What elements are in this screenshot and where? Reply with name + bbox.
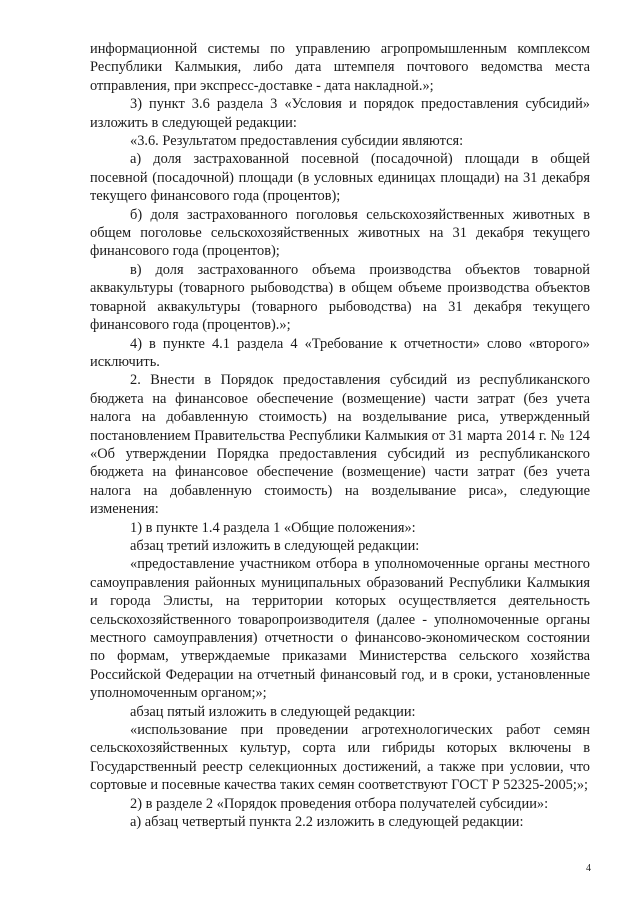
paragraph: абзац третий изложить в следующей редакции: bbox=[130, 537, 420, 554]
paragraph: «3.6. Результатом предоставления субсидии являются: bbox=[130, 133, 464, 150]
paragraph: 4) в пункте 4.1 раздела 4 «Требование к отчетности» слово «второго» исключить. bbox=[90, 335, 590, 370]
paragraph: 3) пункт 3.6 раздела 3 «Условия и порядок предоставления субсидий» изложить в следующей редакции: bbox=[90, 96, 590, 131]
paragraph: «предоставление участником отбора в уполномоченные органы местного самоуправления районных муниципальных образований Республики Калмыкия и города Элисты, на территории которых осуществляется деятельность сельскохозяйственного товаропроизводителя (далее - уполномоченные органы местного самоуправления) отчетности о финансово-экономическом состоянии по формам, утверждаемые приказами Министерства сельского хозяйства Российской Федерации на отчетный финансовый год, и в сроки, установленные уполномоченным органом;»; bbox=[90, 556, 590, 702]
paragraph: а) доля застрахованной посевной (посадочной) площади в общей посевной (посадочной) площади (в условных единицах площади) на 31 декабря текущего финансового года (процентов); bbox=[90, 151, 590, 205]
paragraph: 1) в пункте 1.4 раздела 1 «Общие положения»: bbox=[130, 519, 416, 536]
paragraph: 2. Внести в Порядок предоставления субсидий из республиканского бюджета на финансовое обеспечение (возмещение) части затрат (без учета налога на добавленную стоимость) на возделывание риса, утвержденный постановлением Правительства Республики Калмыкия от 31 марта 2014 г. № 124 «Об утверждении Порядка предоставления субсидий из республиканского бюджета на финансовое обеспечение (возмещение) части затрат (без учета налога на добавленную стоимость) на возделывание риса», следующие изменения: bbox=[90, 372, 590, 518]
document-body bbox=[90, 40, 590, 831]
paragraph: «использование при проведении агротехнологических работ семян сельскохозяйственных культур, сорта или гибриды которых включены в Государственный реестр селекционных достижений, а также при условии, что сортовые и посевные качества таких семян соответствуют ГОСТ Р 52325-2005;»; bbox=[90, 722, 590, 794]
paragraph: в) доля застрахованного объема производства объектов товарной аквакультуры (товарного рыбоводства) в общем объеме производства объектов товарной аквакультуры (товарного рыбоводства) на 31 декабря текущего финансового года (процентов).»; bbox=[90, 261, 590, 334]
paragraph: абзац пятый изложить в следующей редакции: bbox=[130, 703, 416, 720]
page-number: 4 bbox=[586, 863, 591, 874]
paragraph: 2) в разделе 2 «Порядок проведения отбора получателей субсидии»: bbox=[130, 795, 549, 812]
paragraph: информационной системы по управлению агропромышленным комплексом Республики Калмыкия, либо дата штемпеля почтового ведомства места отправления, при экспресс-доставке - дата накладной.»; bbox=[90, 41, 590, 94]
paragraph: б) доля застрахованного поголовья сельскохозяйственных животных в общем поголовье сельскохозяйственных животных на 31 декабря текущего финансового года (процентов); bbox=[90, 206, 590, 260]
paragraph: а) абзац четвертый пункта 2.2 изложить в следующей редакции: bbox=[130, 814, 524, 831]
